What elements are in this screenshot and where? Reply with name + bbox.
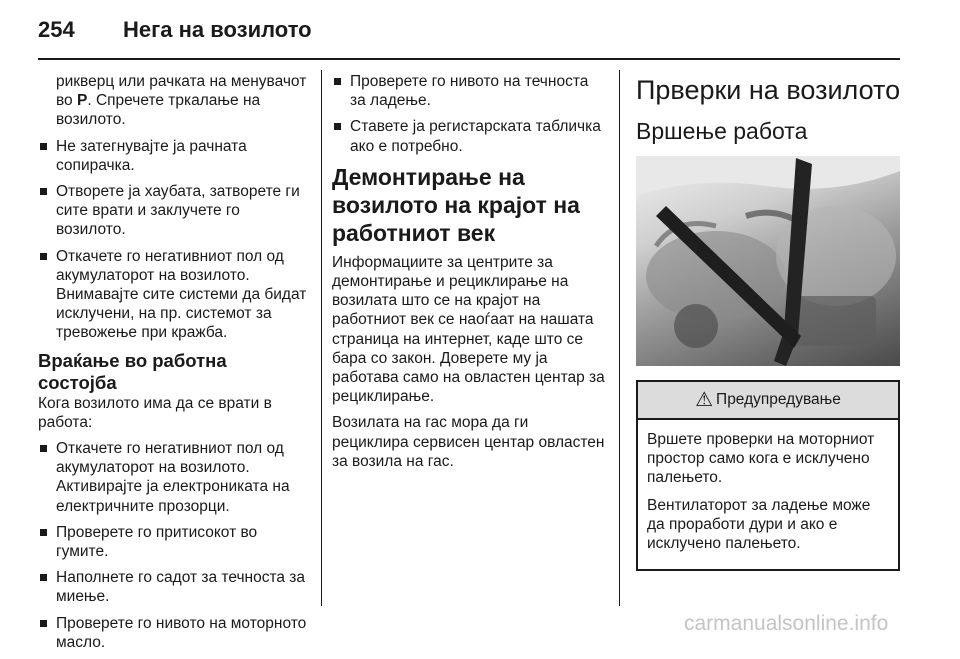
chapter-subtitle: Вршење работа [636,118,808,144]
engine-bay-drawing [636,156,900,366]
warning-header [638,382,898,420]
bullet-list [38,137,310,343]
gear-p-label: P [77,92,88,110]
warning-box [636,380,900,571]
list-item: Не затегнувајте ја рачната сопирачка. [38,137,310,175]
section-heading: Демонтирање на возилото на крајот на работниот век [332,163,580,246]
column-divider-right [619,70,620,606]
warning-body [638,420,898,569]
list-item: Проверете го нивото на моторното масло. [38,614,310,652]
chapter-title: Прверки на возилото [636,75,901,105]
continued-text: рикверц или рачката на менувачот во [56,73,307,110]
header-title: Нега на возилото [123,17,312,42]
bullet-list-2 [38,439,310,652]
list-item: Наполнете го садот за течноста за миење. [38,568,310,606]
continued-paragraph [38,72,310,130]
bullet-list [332,72,608,156]
list-item: Ставете ја регистарската табличка ако е потребно. [332,117,608,155]
paragraph: Возилата на гас мора да ги рециклира сервисен центар овластен за возила на гас. [332,414,605,470]
page-header [38,10,900,50]
page-number: 254 [38,17,75,42]
continued-text-end: . Спречете тркалање на возилото. [56,92,261,129]
warning-paragraph: Вентилаторот за ладење може да проработи дури и ако е исклучено палењето. [647,496,871,553]
header-rule [38,58,900,60]
watermark-link[interactable]: carmanualsonline.info [684,612,889,635]
list-item: Проверете го нивото на течноста за ладење. [332,72,608,110]
engine-bay-image [636,156,900,366]
warning-triangle-icon: ⚠ [695,389,714,411]
column-right [636,74,904,571]
list-item: Откачете го негативниот пол од акумулаторот на возилото. Внимавајте сите системи да бидат исклучени, на пр. системот за тревожење при кражба. [38,247,310,343]
column-left [38,72,310,659]
warning-title: Предупредување [716,391,841,408]
list-item: Откачете го негативниот пол од акумулаторот на возилото. Активирајте ја електрониката на електричните прозорци. [38,439,310,516]
section-intro: Кога возилото има да се врати в работа: [38,394,272,431]
list-item: Отворете ја хаубата, затворете ги сите врати и заклучете го возилото. [38,182,310,240]
list-item: Проверете го притисокот во гумите. [38,523,310,561]
warning-paragraph: Вршете проверки на моторниот простор само кога е исклучено палењето. [647,431,875,487]
section-title: Враќање во работна состојба [38,349,227,393]
paragraph: Информациите за центрите за демонтирање и рециклирање на возилата што се на крајот на работниот век се наоѓаат на нашата страница на интернет, каде што се бара со закон. Доверете му ја работава само на овластен центар за рециклирање. [332,253,605,406]
column-divider-left [321,70,322,606]
column-middle [332,72,608,478]
